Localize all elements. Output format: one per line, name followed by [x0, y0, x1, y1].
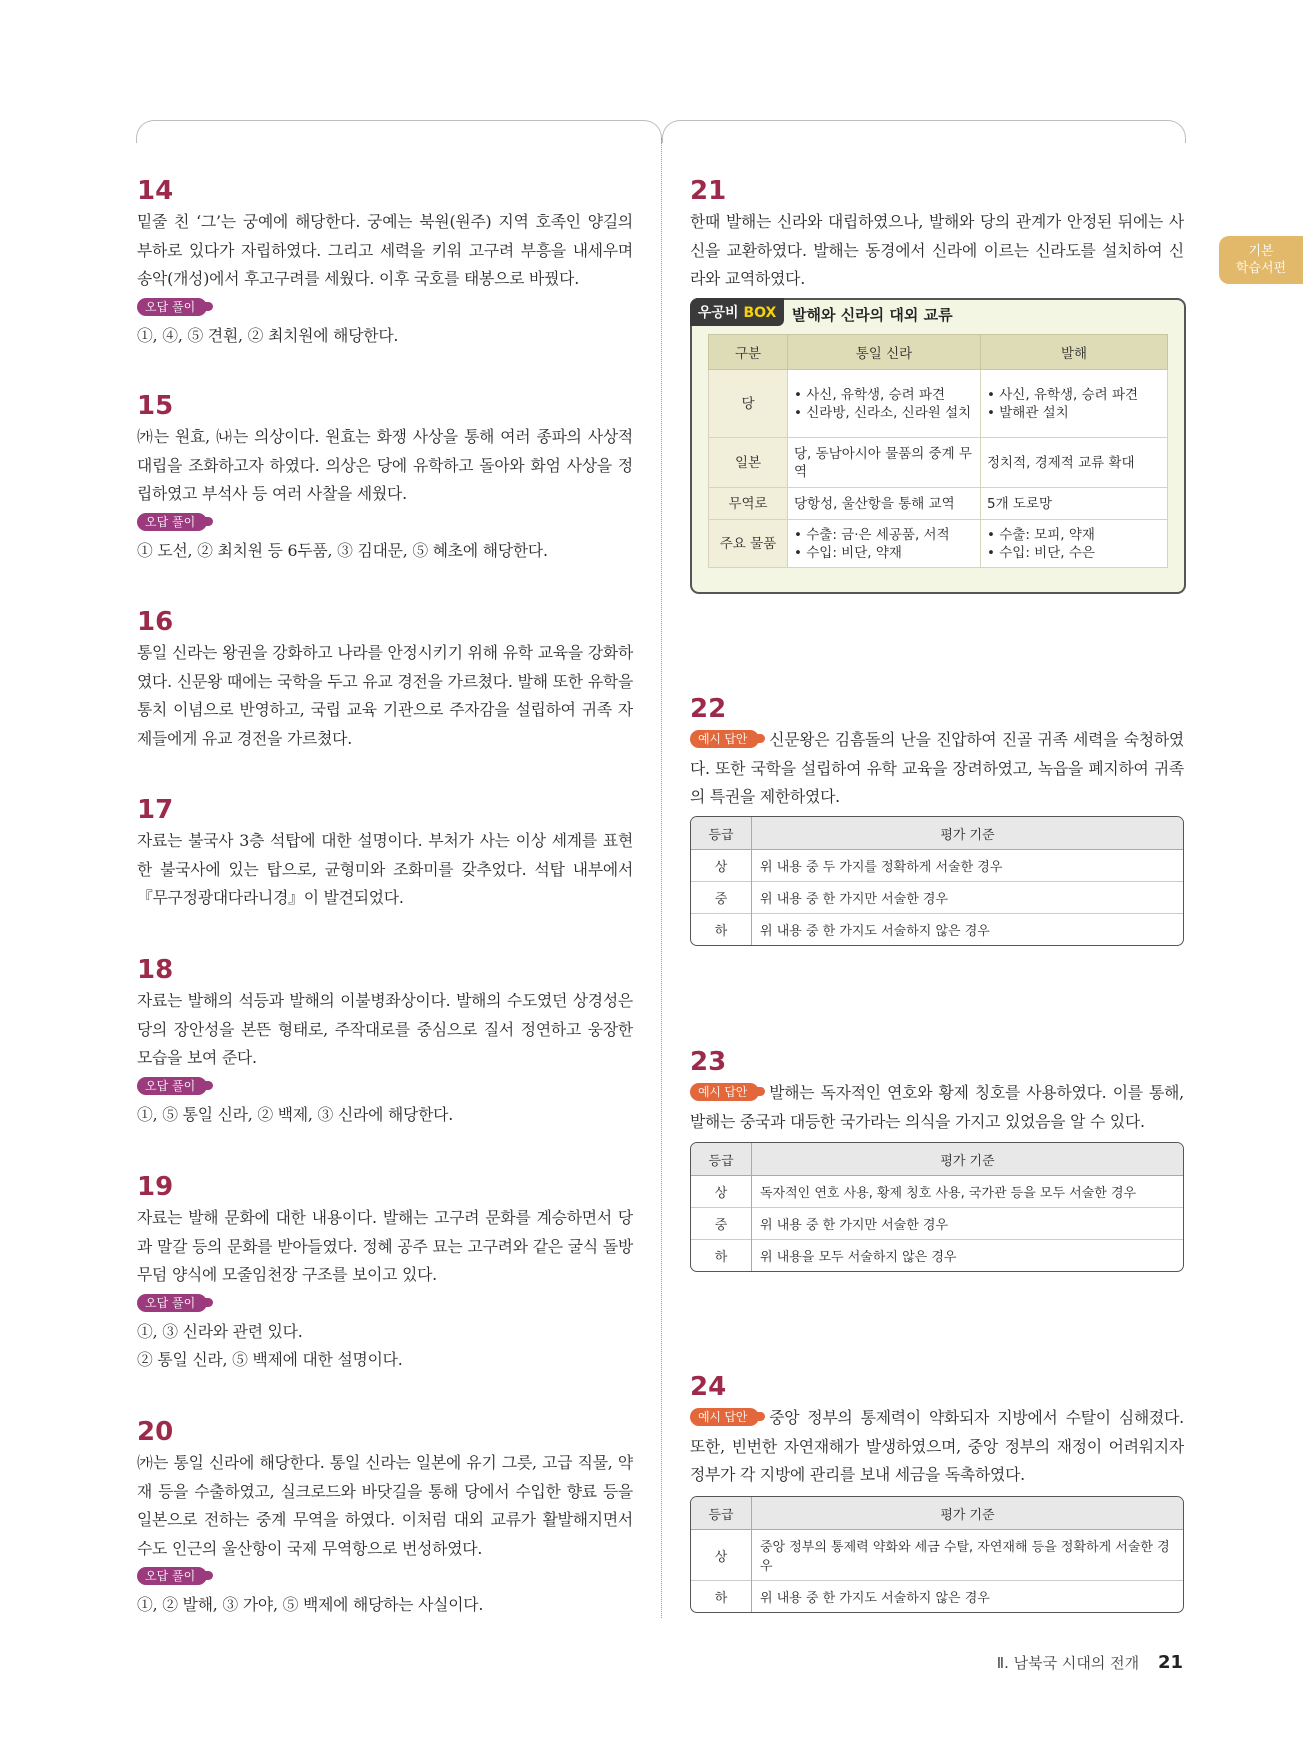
table-row	[691, 1176, 1183, 1208]
table-header: 등급	[691, 1497, 752, 1530]
cell-line: • 수입: 비단, 약재	[794, 544, 902, 561]
table-row	[691, 850, 1183, 882]
criteria-cell: 위 내용 중 두 가지를 정확하게 서술한 경우	[752, 850, 1184, 882]
question-number: 16	[137, 607, 174, 637]
table-row	[691, 882, 1183, 914]
table-header: 평가 기준	[752, 817, 1184, 850]
side-tab-line2: 학습서편	[1235, 261, 1287, 276]
section-title: Ⅱ. 남북국 시대의 전개	[996, 1654, 1140, 1672]
question-14	[137, 176, 633, 350]
cell-line: • 신라방, 신라소, 신라원 설치	[794, 404, 972, 421]
right-frame-top	[662, 120, 1186, 143]
example-answer-label: 예시 답안	[690, 730, 759, 748]
example-answer-text: 신문왕은 김흠돌의 난을 진압하여 진골 귀족 세력을 숙청하였다. 또한 국학을 설립하여 유학 교육을 장려하였고, 녹읍을 폐지하여 귀족의 특권을 제한하였다.	[690, 730, 1184, 806]
table-row	[709, 520, 1168, 568]
table-header: 통일 신라	[788, 335, 981, 370]
question-number: 22	[690, 694, 727, 724]
cell-balhae: 정치적, 경제적 교류 확대	[981, 438, 1168, 488]
table-row	[691, 1530, 1183, 1581]
grade-cell: 하	[691, 914, 752, 946]
criteria-cell: 독자적인 연호 사용, 황제 칭호 사용, 국가관 등을 모두 서술한 경우	[752, 1176, 1184, 1208]
grade-cell: 하	[691, 1240, 752, 1272]
box-tag-main: 우공비	[698, 305, 739, 321]
table-row	[709, 438, 1168, 488]
side-tab[interactable]	[1219, 236, 1303, 284]
cell-balhae	[981, 370, 1168, 438]
example-answer-text: 중앙 정부의 통제력이 약화되자 지방에서 수탈이 심해졌다. 또한, 빈번한 자연재해가 발생하였으며, 중앙 정부의 재정이 어려워지자 정부가 각 지방에 관리를 보내 세금을 독촉하였다.	[690, 1408, 1184, 1484]
row-label: 무역로	[709, 488, 788, 520]
explanation: 밑줄 친 ‘그’는 궁예에 해당한다. 궁예는 북원(원주) 지역 호족인 양길의 부하로 있다가 자립하였다. 그리고 세력을 키워 고구려 부흥을 내세우며 송악(개성)에서 후고구려를 세웠다. 이후 국호를 태봉으로 바꿨다.	[137, 212, 633, 288]
table-row	[691, 1240, 1183, 1272]
wrong-answer-text: ① 도선, ② 최치원 등 6두품, ③ 김대문, ⑤ 혜초에 해당한다.	[137, 540, 548, 560]
criteria-cell: 위 내용 중 한 가지만 서술한 경우	[752, 882, 1184, 914]
example-answer	[690, 1404, 1184, 1490]
question-number: 20	[137, 1417, 174, 1447]
table-header: 평가 기준	[752, 1143, 1184, 1176]
explanation: 통일 신라는 왕권을 강화하고 나라를 안정시키기 위해 유학 교육을 강화하였다. 신문왕 때에는 국학을 두고 유교 경전을 가르쳤다. 발해 또한 유학을 통치 이념으로 반영하고, 국립 교육 기관으로 주자감을 설립하여 귀족 자제들에게 유교 경전을 가르쳤다.	[137, 643, 633, 748]
row-label: 일본	[709, 438, 788, 488]
question-16	[137, 607, 633, 753]
table-header: 등급	[691, 1143, 752, 1176]
question-number: 15	[137, 391, 174, 421]
question-17	[137, 795, 633, 913]
table-header: 등급	[691, 817, 752, 850]
cell-line: • 발해관 설치	[987, 404, 1069, 421]
explanation: 자료는 발해 문화에 대한 내용이다. 발해는 고구려 문화를 계승하면서 당과 말갈 등의 문화를 받아들였다. 정혜 공주 묘는 고구려와 같은 굴식 돌방무덤 양식에 모줄임천장 구조를 보이고 있다.	[137, 1208, 633, 1284]
table-header: 평가 기준	[752, 1497, 1184, 1530]
table-header: 발해	[981, 335, 1168, 370]
study-box	[690, 298, 1186, 594]
cell-line: • 수출: 금·은 세공품, 서적	[794, 526, 950, 543]
example-answer	[690, 1079, 1184, 1136]
wrong-answer-label: 오답 풀이	[137, 513, 207, 531]
question-15	[137, 391, 633, 565]
criteria-cell: 위 내용을 모두 서술하지 않은 경우	[752, 1240, 1184, 1272]
question-number: 23	[690, 1047, 727, 1077]
cell-line: • 수입: 비단, 수은	[987, 544, 1095, 561]
table-header: 구분	[709, 335, 788, 370]
example-answer-label: 예시 답안	[690, 1083, 759, 1101]
wrong-answer-text: ①, ④, ⑤ 견훤, ② 최치원에 해당한다.	[137, 325, 399, 345]
criteria-cell: 위 내용 중 한 가지도 서술하지 않은 경우	[752, 914, 1184, 946]
wrong-answer-label: 오답 풀이	[137, 1294, 207, 1312]
table-row	[709, 488, 1168, 520]
cell-line: • 사신, 유학생, 승려 파견	[987, 386, 1139, 403]
grade-cell: 상	[691, 1530, 752, 1581]
wrong-answer-text: ①, ② 발해, ③ 가야, ⑤ 백제에 해당하는 사실이다.	[137, 1595, 484, 1614]
cell-line: • 수출: 모피, 약재	[987, 526, 1095, 543]
wrong-answer-text: ①, ③ 신라와 관련 있다.	[137, 1321, 303, 1341]
question-number: 17	[137, 795, 174, 825]
explanation: 자료는 불국사 3층 석탑에 대한 설명이다. 부처가 사는 이상 세계를 표현한 불국사에 있는 탑으로, 균형미와 조화미를 갖추었다. 석탑 내부에서 『무구정광대다라니경』이 발견되었다.	[137, 831, 633, 907]
table-row	[691, 1581, 1183, 1613]
cell-balhae	[981, 520, 1168, 568]
grade-cell: 상	[691, 1176, 752, 1208]
cell-line: • 사신, 유학생, 승려 파견	[794, 386, 946, 403]
cell-silla	[788, 520, 981, 568]
example-answer	[690, 726, 1184, 812]
question-21	[690, 176, 1184, 294]
question-23	[690, 1047, 1184, 1136]
question-20	[137, 1417, 633, 1620]
left-frame-top	[136, 120, 662, 143]
cell-silla: 당항성, 울산항을 통해 교역	[788, 488, 981, 520]
box-tag	[690, 298, 784, 326]
table-row	[691, 1208, 1183, 1240]
table-row	[709, 370, 1168, 438]
page-number: 21	[1157, 1652, 1183, 1673]
criteria-cell: 위 내용 중 한 가지만 서술한 경우	[752, 1208, 1184, 1240]
question-number: 24	[690, 1372, 727, 1402]
eval-table-24	[690, 1496, 1184, 1613]
question-number: 19	[137, 1172, 174, 1202]
grade-cell: 중	[691, 1208, 752, 1240]
question-number: 14	[137, 176, 174, 206]
wrong-answer-label: 오답 풀이	[137, 1567, 207, 1585]
wrong-answer-label: 오답 풀이	[137, 298, 207, 316]
eval-table-23	[690, 1142, 1184, 1272]
criteria-cell: 중앙 정부의 통제력 약화와 세금 수탈, 자연재해 등을 정확하게 서술한 경우	[752, 1530, 1184, 1581]
criteria-cell: 위 내용 중 한 가지도 서술하지 않은 경우	[752, 1581, 1184, 1613]
wrong-answer-text: ② 통일 신라, ⑤ 백제에 대한 설명이다.	[137, 1350, 403, 1369]
column-divider	[661, 138, 662, 1618]
question-24	[690, 1372, 1184, 1490]
explanation: 한때 발해는 신라와 대립하였으나, 발해와 당의 관계가 안정된 뒤에는 사신을 교환하였다. 발해는 동경에서 신라에 이르는 신라도를 설치하여 신라와 교역하였다.	[690, 212, 1184, 288]
exchange-table	[708, 334, 1168, 568]
eval-table-22	[690, 816, 1184, 946]
explanation: ㈎는 통일 신라에 해당한다. 통일 신라는 일본에 유기 그릇, 고급 직물, 약재 등을 수출하였고, 실크로드와 바닷길을 통해 당에서 수입한 향료 등을 일본으로 전하는 중계 무역을 하였다. 이처럼 대외 교류가 활발해지면서 수도 인근의 울산항이 국제 무역항으로 번성하였다.	[137, 1453, 633, 1558]
box-tag-box: BOX	[743, 305, 777, 321]
table-row	[691, 914, 1183, 946]
side-tab-line1: 기본	[1248, 244, 1274, 259]
question-22	[690, 694, 1184, 812]
example-answer-text: 발해는 독자적인 연호와 황제 칭호를 사용하였다. 이를 통해, 발해는 중국과 대등한 국가라는 의식을 가지고 있었음을 알 수 있다.	[690, 1083, 1184, 1131]
grade-cell: 중	[691, 882, 752, 914]
cell-balhae: 5개 도로망	[981, 488, 1168, 520]
explanation: 자료는 발해의 석등과 발해의 이불병좌상이다. 발해의 수도였던 상경성은 당의 장안성을 본뜬 형태로, 주작대로를 중심으로 질서 정연하고 웅장한 모습을 보여 준다.	[137, 991, 633, 1067]
grade-cell: 상	[691, 850, 752, 882]
box-title: 발해와 신라의 대외 교류	[792, 306, 953, 324]
example-answer-label: 예시 답안	[690, 1408, 759, 1426]
question-number: 21	[690, 176, 727, 206]
page-footer	[997, 1652, 1183, 1673]
grade-cell: 하	[691, 1581, 752, 1613]
question-number: 18	[137, 955, 174, 985]
row-label: 당	[709, 370, 788, 438]
cell-silla: 당, 동남아시아 물품의 중계 무역	[788, 438, 981, 488]
wrong-answer-text: ①, ⑤ 통일 신라, ② 백제, ③ 신라에 해당한다.	[137, 1104, 454, 1124]
row-label: 주요 물품	[709, 520, 788, 568]
explanation: ㈎는 원효, ㈏는 의상이다. 원효는 화쟁 사상을 통해 여러 종파의 사상적 대립을 조화하고자 하였다. 의상은 당에 유학하고 돌아와 화엄 사상을 정립하였고 부석사 등 여러 사찰을 세웠다.	[137, 427, 633, 503]
wrong-answer-label: 오답 풀이	[137, 1077, 207, 1095]
cell-silla	[788, 370, 981, 438]
question-18	[137, 955, 633, 1129]
question-19	[137, 1172, 633, 1375]
